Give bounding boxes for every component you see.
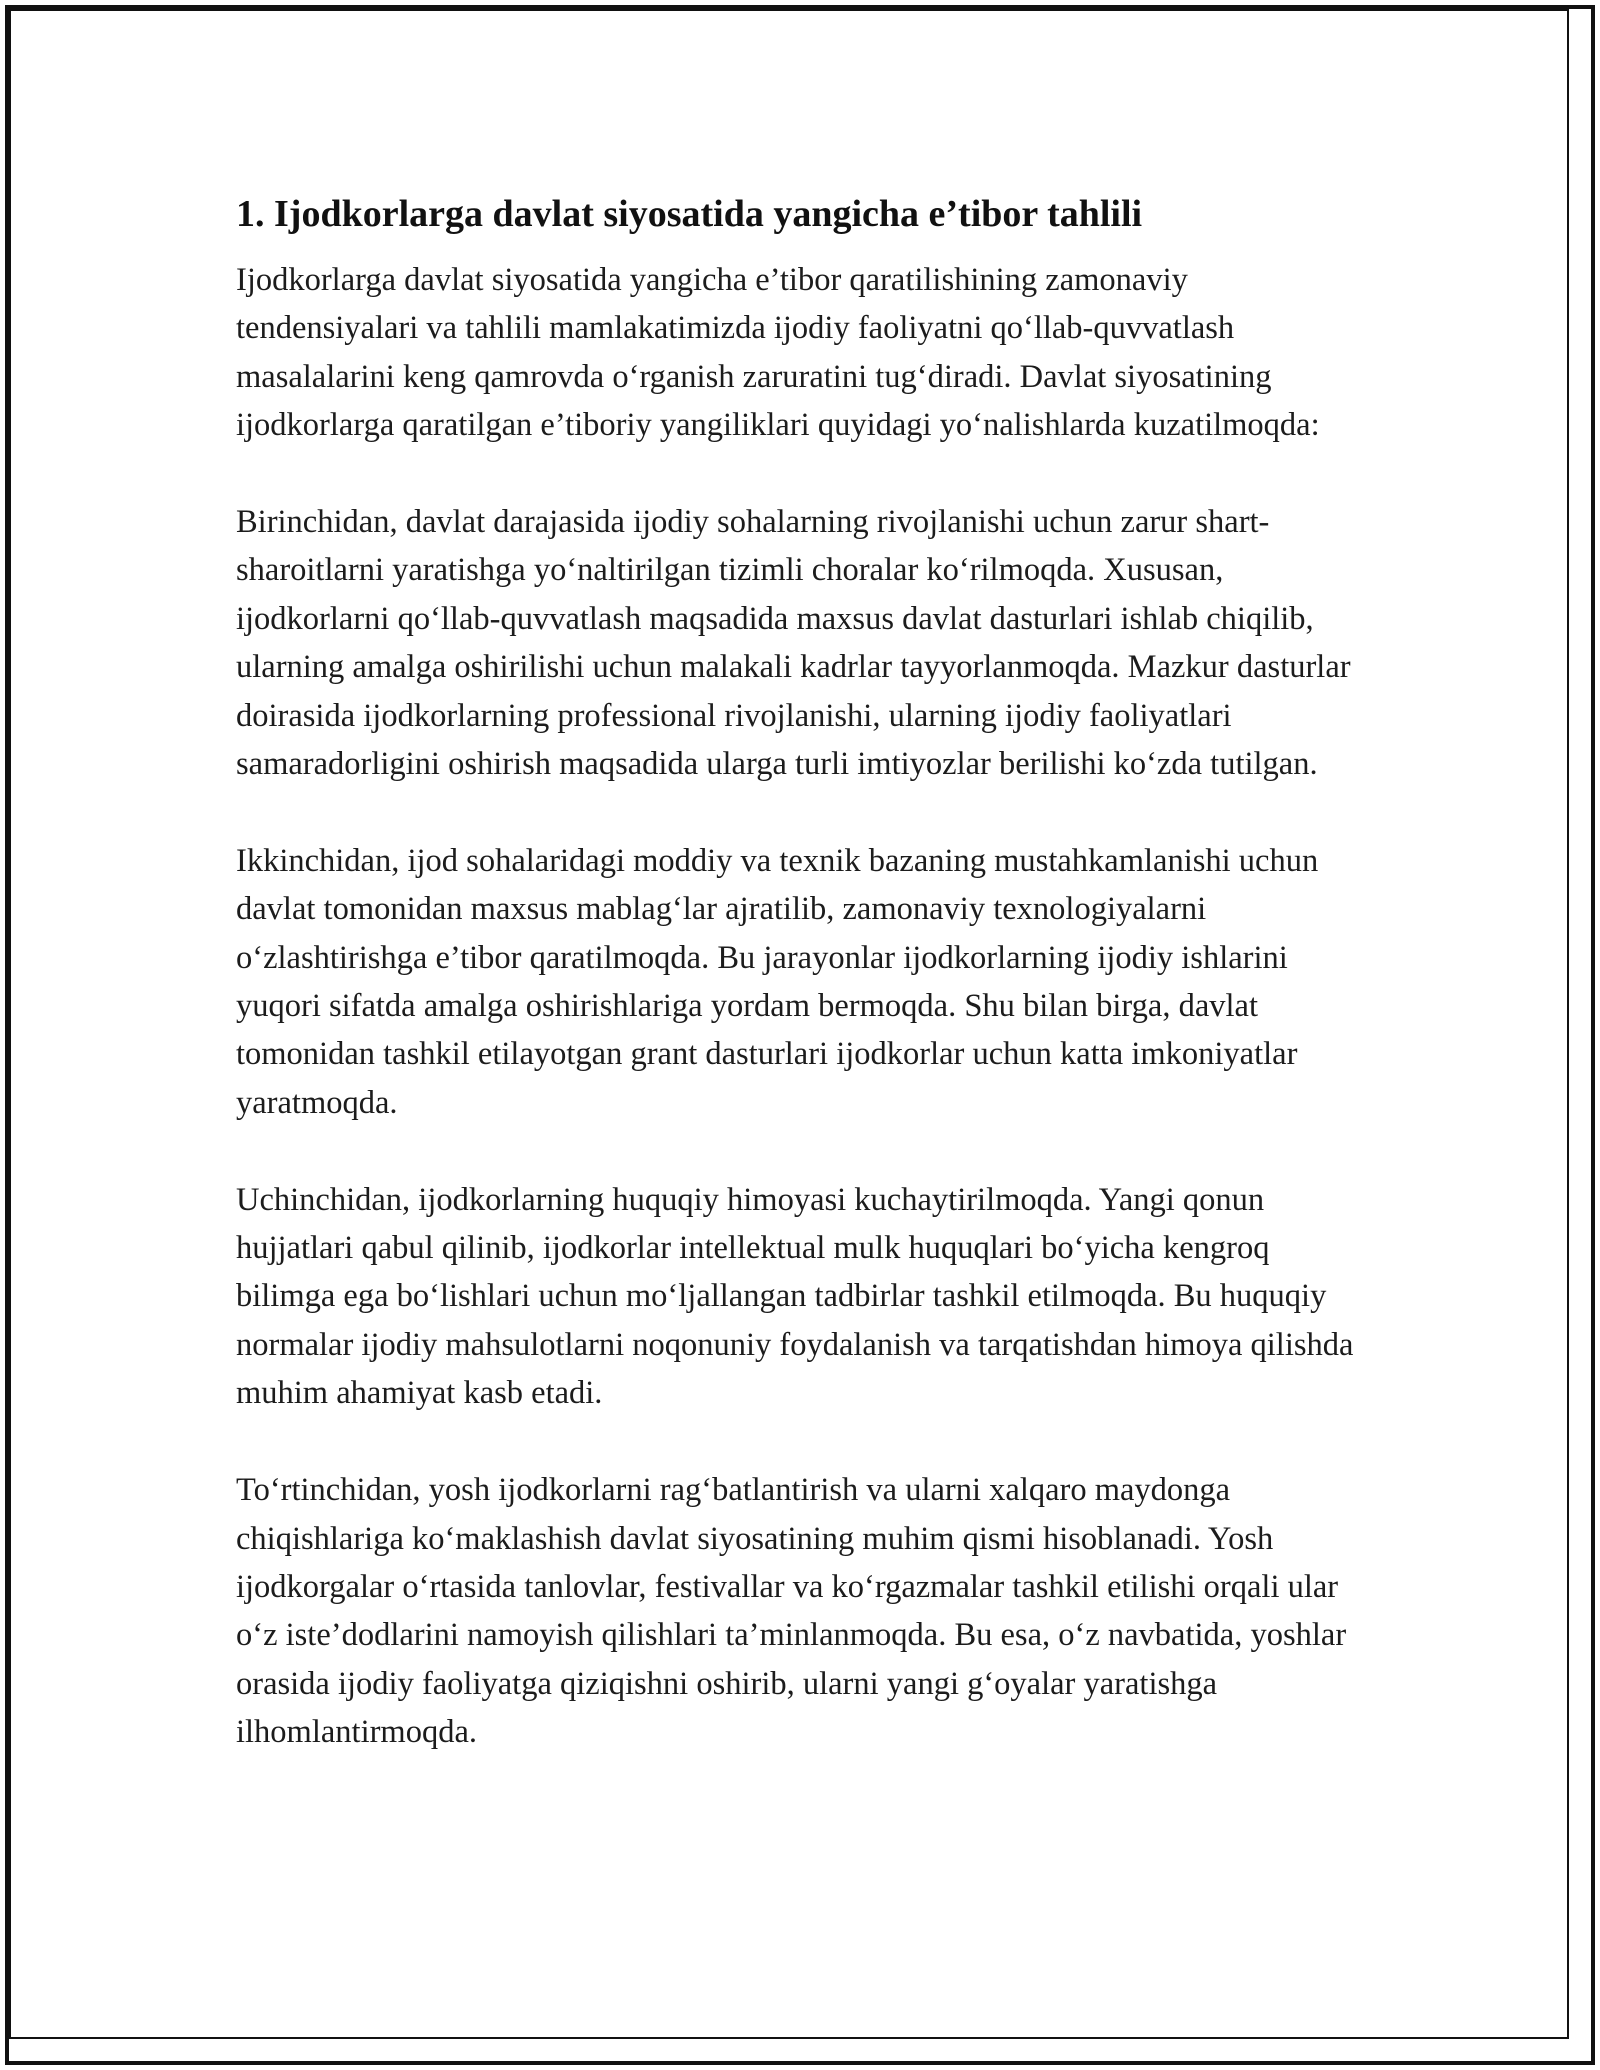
section-title: 1. Ijodkorlarga davlat siyosatida yangicha e’tibor tahlili <box>236 193 1143 235</box>
paragraph-fourth: To‘rtinchidan, yosh ijodkorlarni rag‘batlantirish va ularni xalqaro maydonga chiqishlariga ko‘maklashish davlat siyosatining muhim qismi hisoblanadi. Yosh ijodkorgalar o‘rtasida tanlovlar, festivallar va ko‘rgazmalar tashkil etilishi orqali ular o‘z iste’dodlarini namoyish qilishlari ta’minlanmoqda. Bu esa, o‘z navbatida, yoshlar orasida ijodiy faoliyatga qiziqishni oshirib, ularni yangi g‘oyalar yaratishga ilhomlantirmoqda. <box>236 1472 1347 1751</box>
document-body <box>236 186 1376 1805</box>
intro-paragraph: Ijodkorlarga davlat siyosatida yangicha e’tibor qaratilishining zamonaviy tendensiyalari va tahlili mamlakatimizda ijodiy faoliyatni qo‘llab-quvvatlash masalalarini keng qamrovda o‘rganish zaruratini tug‘diradi. Davlat siyosatining ijodkorlarga qaratilgan e’tiboriy yangiliklari quyidagi yo‘nalishlarda kuzatilmoqda: <box>236 262 1320 444</box>
paragraph-third: Uchinchidan, ijodkorlarning huquqiy himoyasi kuchaytirilmoqda. Yangi qonun hujjatlari qabul qilinib, ijodkorlar intellektual mulk huquqlari bo‘yicha kengroq bilimga ega bo‘lishlari uchun mo‘ljallangan tadbirlar tashkil etilmoqda. Bu huquqiy normalar ijodiy mahsulotlarni noqonuniy foydalanish va tarqatishdan himoya qilishda muhim ahamiyat kasb etadi. <box>236 1181 1354 1412</box>
paragraph-second: Ikkinchidan, ijod sohalaridagi moddiy va texnik bazaning mustahkamlanishi uchun davlat tomonidan maxsus mablag‘lar ajratilib, zamonaviy texnologiyalarni o‘zlashtirishga e’tibor qaratilmoqda. Bu jarayonlar ijodkorlarning ijodiy ishlarini yuqori sifatda amalga oshirishlariga yordam bermoqda. Shu bilan birga, davlat tomonidan tashkil etilayotgan grant dasturlari ijodkorlar uchun katta imkoniyatlar yaratmoqda. <box>236 842 1319 1121</box>
paragraph-first: Birinchidan, davlat darajasida ijodiy sohalarning rivojlanishi uchun zarur shart-sharoitlarni yaratishga yo‘naltirilgan tizimli choralar ko‘rilmoqda. Xususan, ijodkorlarni qo‘llab-quvvatlash maqsadida maxsus davlat dasturlari ishlab chiqilib, ularning amalga oshirilishi uchun malakali kadrlar tayyorlanmoqda. Mazkur dasturlar doirasida ijodkorlarning professional rivojlanishi, ularning ijodiy faoliyatlari samaradorligini oshirish maqsadida ularga turli imtiyozlar berilishi ko‘zda tutilgan. <box>236 504 1351 783</box>
